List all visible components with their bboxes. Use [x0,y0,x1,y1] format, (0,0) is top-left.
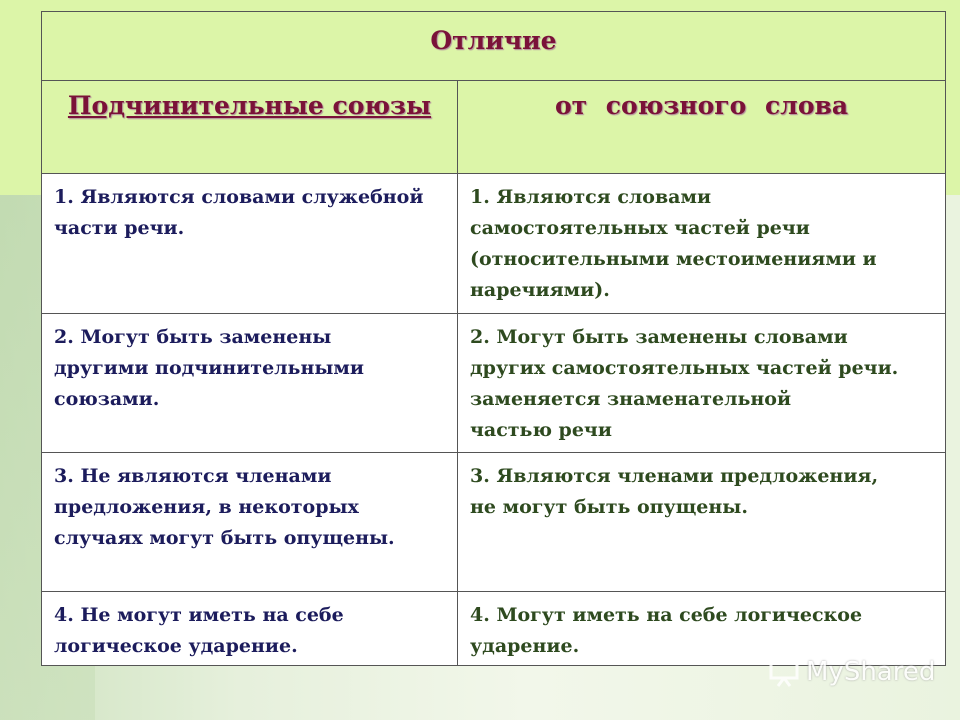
cell-right-text: 4. Могут иметь на себе логическое ударение. [470,604,863,657]
table-row [42,453,946,592]
cell-left [42,174,458,314]
table-row [42,174,946,314]
cell-right [458,314,946,453]
cell-left [42,314,458,453]
table-row [42,592,946,666]
table-title: Отличие [430,26,557,55]
table-row [42,314,946,453]
cell-left-text: 4. Не могут иметь на себе логическое ударение. [54,604,344,657]
cell-left-text: 2. Могут быть заменены другими подчинительными союзами. [54,326,365,410]
column-header-right-text: от союзного слова [554,91,849,120]
cell-right-text: 1. Являются словами самостоятельных частей речи (относительными местоимениями и наречиями). [470,186,877,301]
watermark-text: MyShared [806,657,936,687]
comparison-table [41,11,946,666]
cell-right-text: 3. Являются членами предложения, не могут быть опущены. [470,465,879,518]
cell-right-text: 2. Могут быть заменены словами других самостоятельных частей речи. заменяется знаменательной частью речи [470,326,899,441]
column-header-right [458,81,946,174]
column-header-row [42,81,946,174]
myshared-watermark [768,656,935,688]
cell-right [458,592,946,666]
presentation-icon [768,656,800,688]
cell-right [458,174,946,314]
cell-left [42,453,458,592]
title-cell [42,12,946,81]
title-row [42,12,946,81]
cell-left-text: 3. Не являются членами предложения, в некоторых случаях могут быть опущены. [54,465,395,549]
column-header-left-text: Подчинительные союзы [67,91,432,120]
cell-right [458,453,946,592]
column-header-left [42,81,458,174]
cell-left-text: 1. Являются словами служебной части речи. [54,186,424,239]
cell-left [42,592,458,666]
